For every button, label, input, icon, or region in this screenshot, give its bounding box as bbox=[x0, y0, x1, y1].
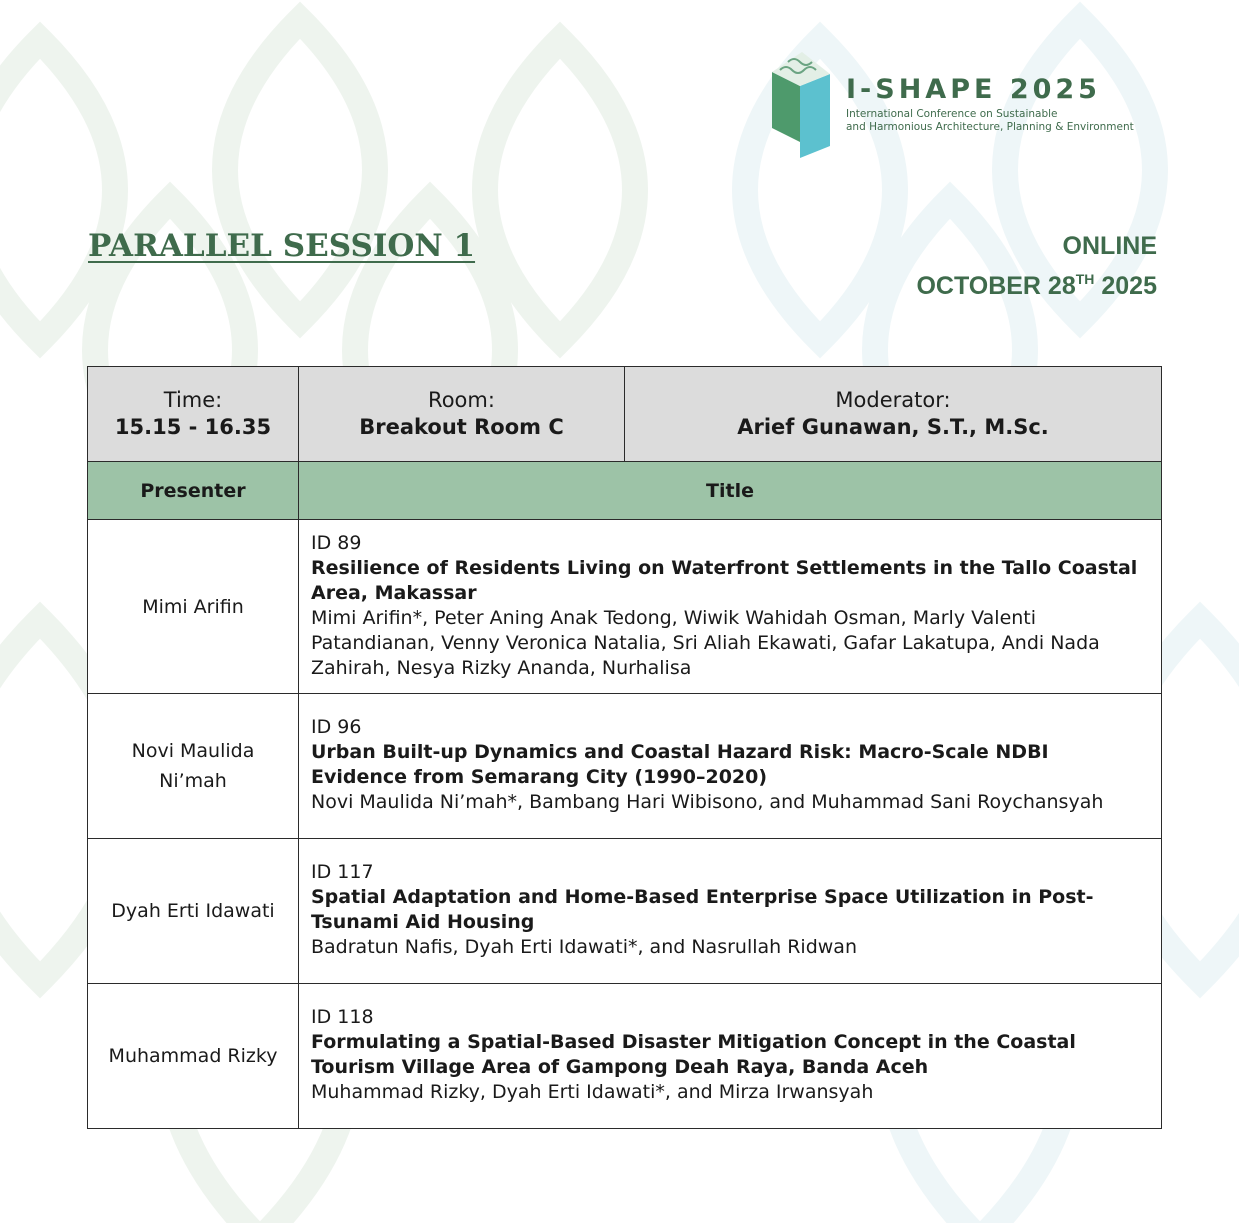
logo-title: I-SHAPE 2025 bbox=[846, 74, 1101, 105]
time-cell bbox=[88, 367, 299, 462]
table-row bbox=[88, 694, 1162, 839]
paper-title: Spatial Adaptation and Home-Based Enterprise Space Utilization in Post-Tsunami Aid Housing bbox=[311, 886, 1094, 933]
time-label: Time: bbox=[163, 388, 223, 412]
session-mode: ONLINE bbox=[1062, 232, 1157, 260]
moderator-label: Moderator: bbox=[835, 388, 951, 412]
column-header-row bbox=[88, 462, 1162, 520]
paper-cell bbox=[299, 984, 1162, 1129]
paper-authors: Badratun Nafis, Dyah Erti Idawati*, and Nasrullah Ridwan bbox=[311, 936, 857, 958]
logo-subtitle-line1: International Conference on Sustainable bbox=[846, 108, 1058, 120]
session-date-year: 2025 bbox=[1101, 272, 1157, 300]
paper-id: ID 117 bbox=[311, 861, 374, 883]
paper-cell bbox=[299, 839, 1162, 984]
moderator-cell bbox=[625, 367, 1162, 462]
session-date-suffix: TH bbox=[1075, 271, 1095, 287]
paper-id: ID 96 bbox=[311, 716, 362, 738]
paper-title: Urban Built-up Dynamics and Coastal Hazard Risk: Macro-Scale NDBI Evidence from Semarang City (1990–2020) bbox=[311, 741, 1049, 788]
room-label: Room: bbox=[428, 388, 495, 412]
paper-id: ID 89 bbox=[311, 531, 362, 554]
moderator-value: Arief Gunawan, S.T., M.Sc. bbox=[737, 415, 1049, 439]
logo-subtitle-line2: and Harmonious Architecture, Planning & Environment bbox=[846, 121, 1134, 133]
presenter-name: Muhammad Rizky bbox=[88, 984, 299, 1129]
room-value: Breakout Room C bbox=[359, 415, 564, 439]
session-date bbox=[916, 263, 1157, 303]
title-column-header: Title bbox=[299, 462, 1162, 520]
presenter-name: Dyah Erti Idawati bbox=[88, 839, 299, 984]
time-value: 15.15 - 16.35 bbox=[114, 415, 272, 439]
paper-title: Resilience of Residents Living on Waterfront Settlements in the Tallo Coastal Area, Makassar bbox=[311, 556, 1138, 604]
room-cell bbox=[299, 367, 625, 462]
paper-authors: Novi Maulida Ni’mah*, Bambang Hari Wibisono, and Muhammad Sani Roychansyah bbox=[311, 791, 1104, 813]
presenter-name: Novi Maulida Ni’mah bbox=[88, 694, 299, 839]
presenter-name: Mimi Arifin bbox=[88, 520, 299, 694]
cube-logo-icon bbox=[770, 50, 834, 158]
conference-logo bbox=[770, 50, 1170, 160]
session-meta bbox=[916, 230, 1157, 303]
logo-subtitle bbox=[846, 108, 1134, 134]
session-info-row bbox=[88, 367, 1162, 462]
paper-cell bbox=[299, 520, 1162, 694]
paper-authors: Muhammad Rizky, Dyah Erti Idawati*, and Mirza Irwansyah bbox=[311, 1081, 874, 1103]
table-row bbox=[88, 839, 1162, 984]
table-row bbox=[88, 520, 1162, 694]
schedule-table bbox=[87, 366, 1162, 1129]
paper-title: Formulating a Spatial-Based Disaster Mitigation Concept in the Coastal Tourism Village Area of Gampong Deah Raya, Banda Aceh bbox=[311, 1031, 1076, 1078]
session-title: PARALLEL SESSION 1 bbox=[88, 228, 476, 264]
session-date-day: OCTOBER 28 bbox=[916, 272, 1076, 300]
paper-cell bbox=[299, 694, 1162, 839]
table-row bbox=[88, 984, 1162, 1129]
paper-id: ID 118 bbox=[311, 1006, 374, 1028]
paper-authors: Mimi Arifin*, Peter Aning Anak Tedong, Wiwik Wahidah Osman, Marly Valenti Patandianan, Venny Veronica Natalia, Sri Aliah Ekawati, Gafar Lakatupa, Andi Nada Zahirah, Nesya Rizky Ananda, Nurhalisa bbox=[311, 606, 1100, 679]
presenter-column-header: Presenter bbox=[88, 462, 299, 520]
